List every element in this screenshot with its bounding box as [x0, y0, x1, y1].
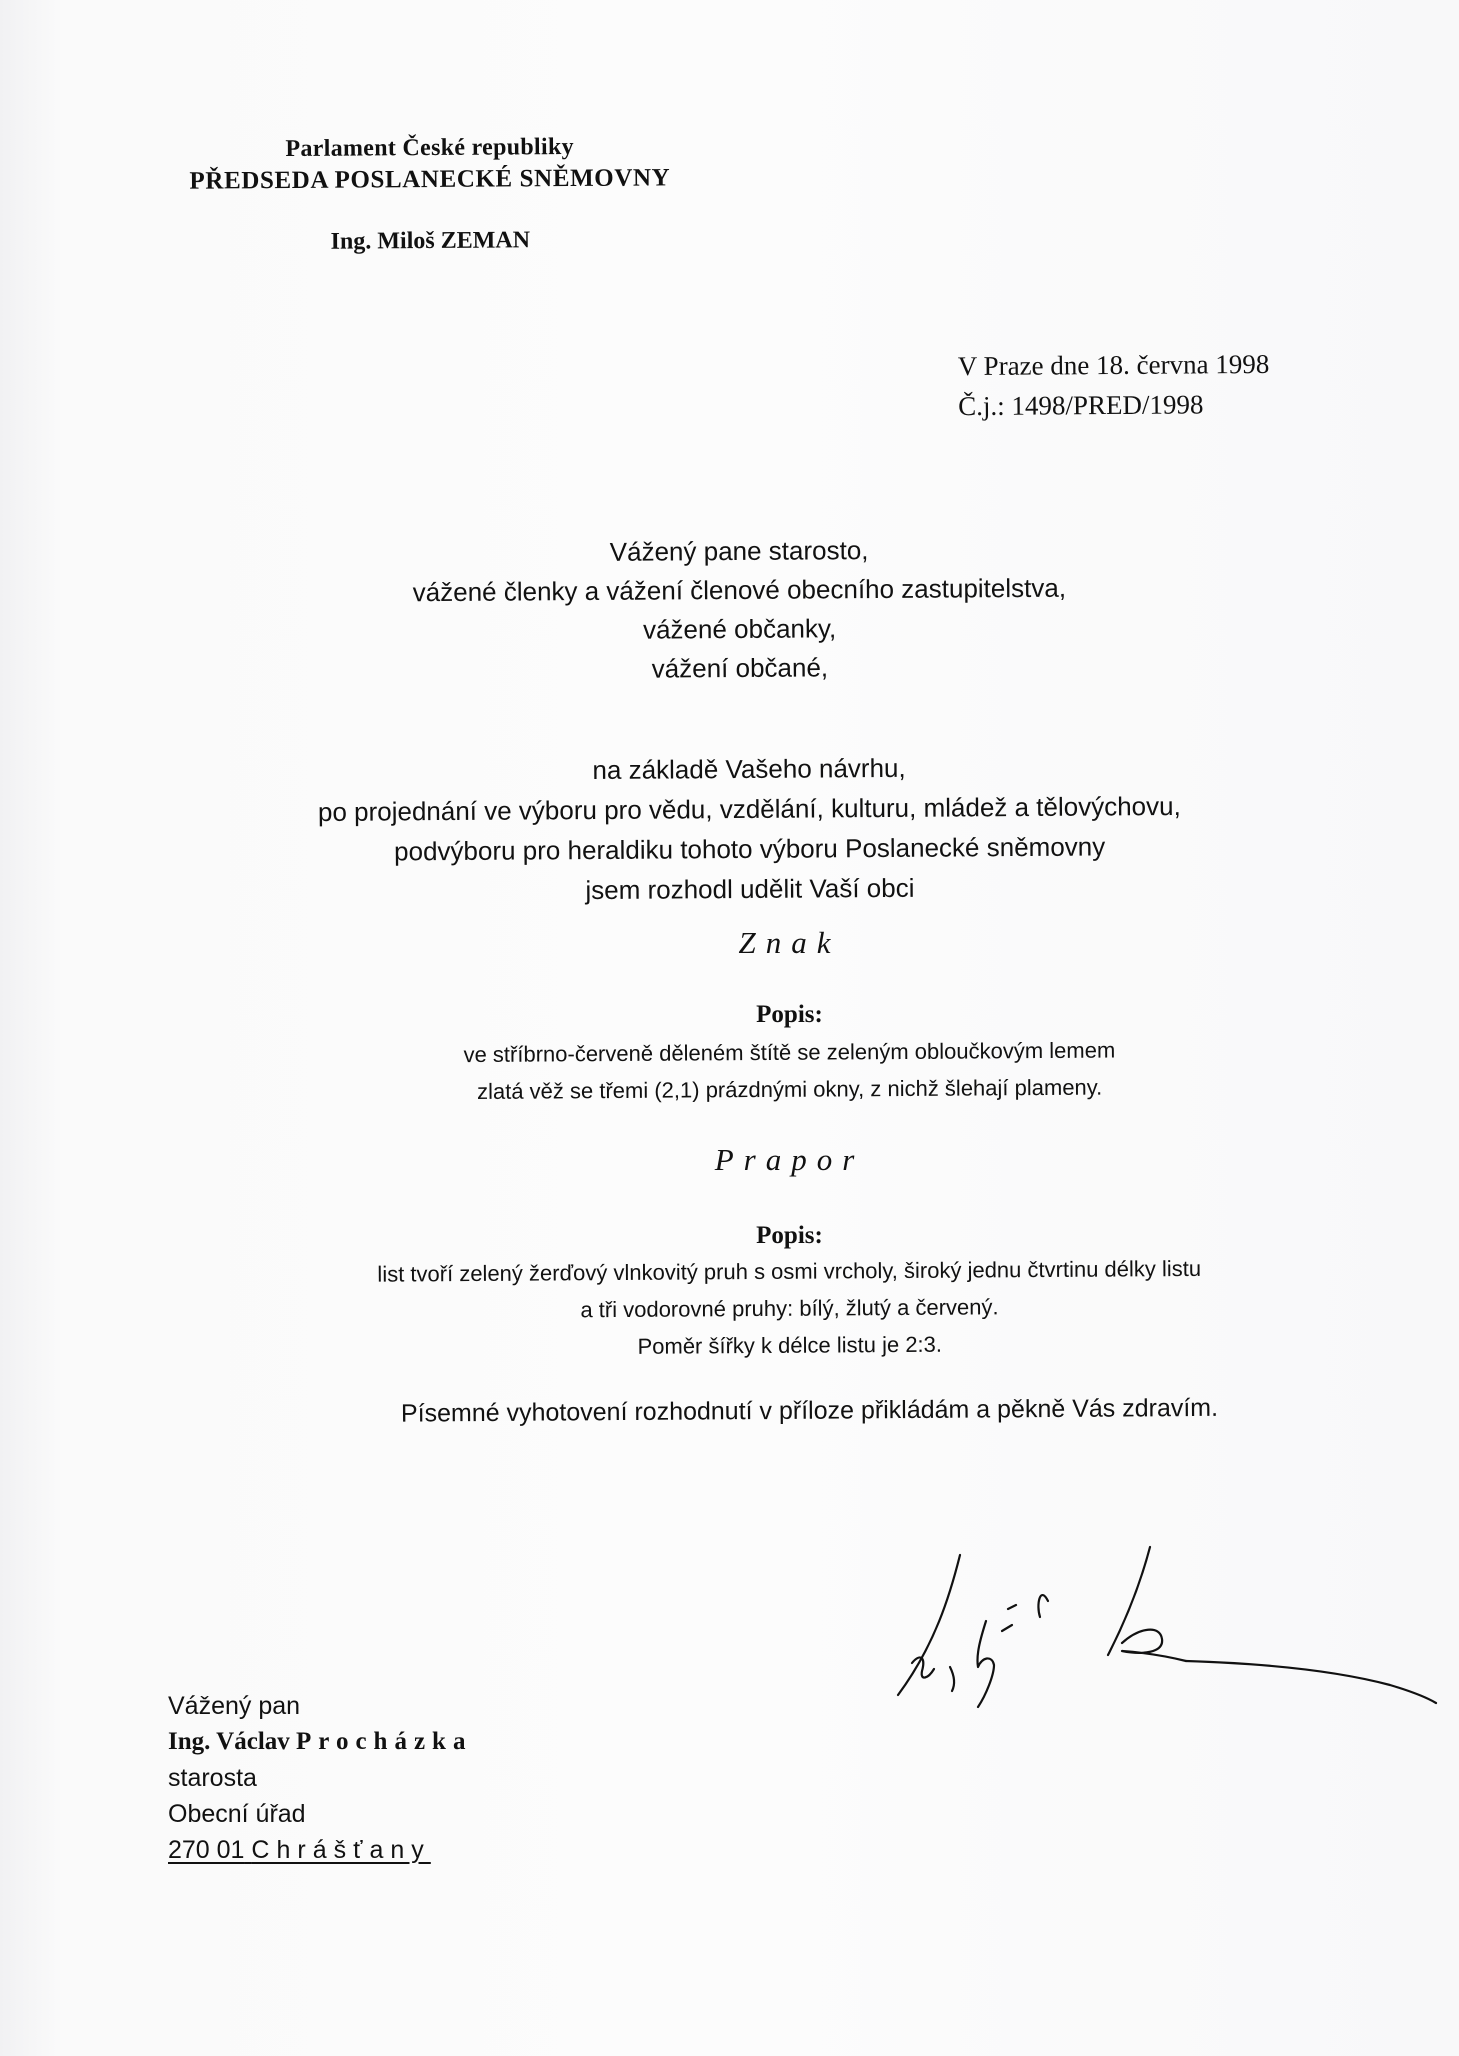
- reference-number: Č.j.: 1498/PRED/1998: [958, 389, 1204, 422]
- closing-sentence: Písemné vyhotovení rozhodnutí v příloze přikládám a pěkně Vás zdravím.: [400, 1393, 1219, 1428]
- address-salutation: Vážený pan: [168, 1692, 301, 1720]
- recipient-surname: Procházka: [296, 1728, 473, 1755]
- salutation-line: Vážený pane starosto,: [609, 535, 869, 567]
- basis-line: po projednání ve výboru pro vědu, vzdělání, kulturu, mládež a tělovýchovu,: [317, 790, 1181, 827]
- prapor-heading: Prapor: [714, 1142, 865, 1177]
- recipient-address: [168, 1688, 472, 1868]
- recipient-office: Obecní úřad: [168, 1800, 306, 1828]
- postal-code: 270 01: [168, 1836, 245, 1864]
- basis-line: podvýboru pro heraldiku tohoto výboru Poslanecké sněmovny: [393, 831, 1106, 867]
- description-line: Poměr šířky k délce listu je 2:3.: [637, 1331, 943, 1359]
- znak-description: [0, 1029, 1459, 1114]
- decision-basis: [0, 744, 1459, 914]
- handwritten-signature: [890, 1545, 1440, 1715]
- letterhead-person: Ing. Miloš ZEMAN: [330, 227, 531, 255]
- salutation-line: vážené členky a vážení členové obecního zastupitelstva,: [412, 572, 1067, 608]
- city-name: Chrášťany: [251, 1836, 431, 1864]
- znak-popis-label: Popis:: [756, 1001, 823, 1028]
- recipient-name-prefix: Ing. Václav: [168, 1728, 290, 1755]
- place-date: V Praze dne 18. června 1998: [957, 348, 1270, 382]
- basis-line: na základě Vašeho návrhu,: [592, 752, 906, 786]
- letterhead-office: PŘEDSEDA POSLANECKÉ SNĚMOVNY: [189, 164, 671, 195]
- prapor-description: [0, 1248, 1459, 1370]
- znak-heading: Znak: [738, 925, 841, 960]
- letterhead: [150, 133, 711, 257]
- description-line: ve stříbrno-červeně děleném štítě se zeleným obloučkovým lemem: [463, 1037, 1116, 1068]
- description-line: list tvoří zelený žerďový vlnkovitý pruh s osmi vrcholy, široký jednu čtvrtinu délky listu: [377, 1255, 1202, 1287]
- salutation: [0, 527, 1459, 693]
- prapor-popis-label: Popis:: [756, 1222, 823, 1249]
- recipient-title: starosta: [168, 1764, 257, 1792]
- letterhead-institution: Parlament České republiky: [285, 133, 574, 163]
- date-block: [958, 344, 1270, 426]
- recipient-city-line: [168, 1832, 472, 1868]
- recipient-name: [168, 1724, 472, 1760]
- salutation-line: vážení občané,: [651, 652, 829, 684]
- salutation-line: vážené občanky,: [642, 613, 837, 645]
- basis-line: jsem rozhodl udělit Vaší obci: [585, 872, 915, 906]
- description-line: zlatá věž se třemi (2,1) prázdnými okny, z nichž šlehají plameny.: [476, 1074, 1103, 1104]
- description-line: a tři vodorovné pruhy: bílý, žlutý a červený.: [580, 1294, 999, 1323]
